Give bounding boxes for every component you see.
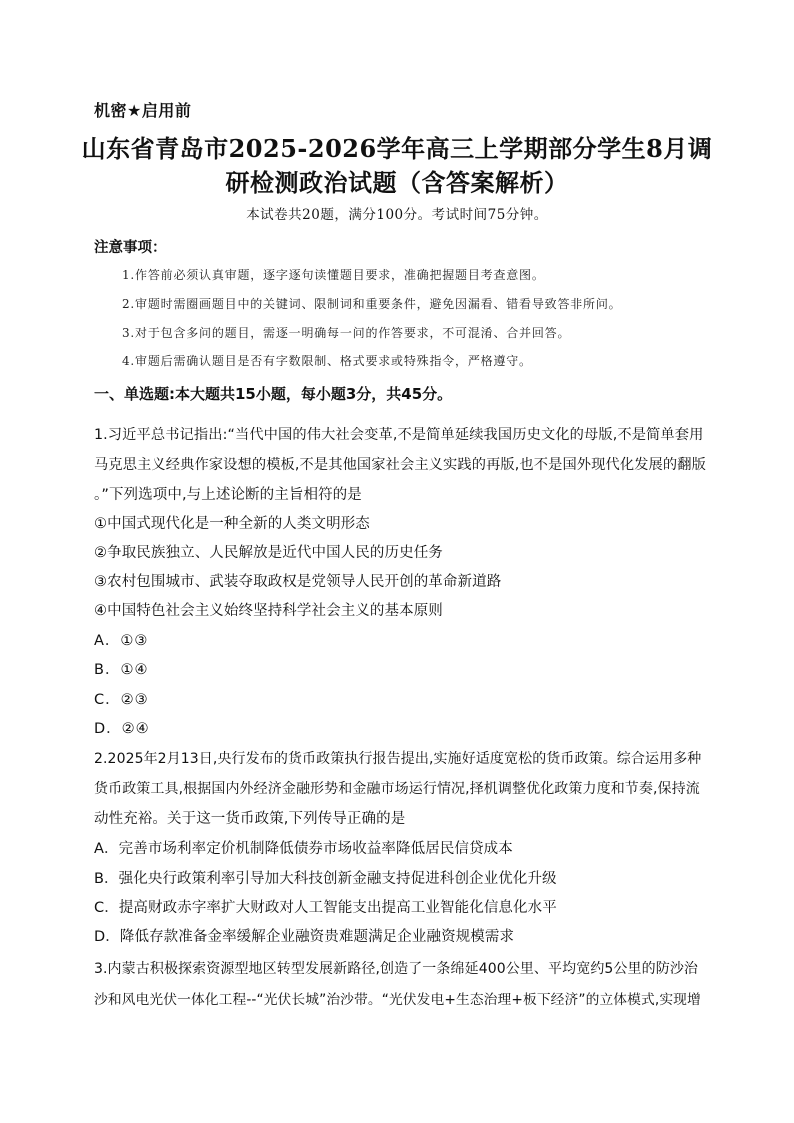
question-1-option-b: B．①④ [94, 662, 149, 678]
notice-heading: 注意事项： [94, 240, 167, 256]
notice-item: 3.对于包含多问的题目，需逐一明确每一问的作答要求，不可混淆、合并回答。 [122, 326, 571, 340]
question-1-option-d: D．②④ [94, 721, 150, 737]
question-2-stem: 2.2025年2月13日,央行发布的货币政策执行报告提出,实施好适度宽松的货币政策。综合运用多种 [94, 751, 702, 767]
question-1-stem: 1.习近平总书记指出:“当代中国的伟大社会变革,不是简单延续我国历史文化的母版,不是简单套用 [94, 427, 704, 443]
exam-info: 本试卷共20题，满分100分。考试时间75分钟。 [246, 207, 548, 223]
section-heading: 一、单选题:本大题共15小题，每小题3分，共45分。 [94, 385, 453, 403]
question-3-stem: 沙和风电光伏一体化工程--“光伏长城”治沙带。“光伏发电+生态治理+板下经济”的立体模式,实现增 [94, 992, 701, 1008]
question-2-option-b: B．强化央行政策利率引导加大科技创新金融支持促进科创企业优化升级 [94, 871, 557, 887]
exam-title-line2: 研检测政治试题（含答案解析） [225, 168, 569, 197]
notice-item: 1.作答前必须认真审题，逐字逐句读懂题目要求，准确把握题目考查意图。 [122, 268, 545, 282]
question-1-statement: ②争取民族独立、人民解放是近代中国人民的历史任务 [94, 545, 443, 561]
question-1-stem: 马克思主义经典作家设想的模板,不是其他国家社会主义实践的再版,也不是国外现代化发展的翻版 [94, 457, 706, 473]
question-1-statement: ①中国式现代化是一种全新的人类文明形态 [94, 516, 370, 532]
notice-item: 2.审题时需圈画题目中的关键词、限制词和重要条件，避免因漏看、错看导致答非所问。 [122, 297, 622, 311]
question-1-statement: ④中国特色社会主义始终坚持科学社会主义的基本原则 [94, 603, 443, 619]
question-1-stem: 。”下列选项中,与上述论断的主旨相符的是 [94, 487, 362, 503]
question-1-statement: ③农村包围城市、武装夺取政权是党领导人民开创的革命新道路 [94, 574, 502, 590]
confidential-label: 机密★启用前 [94, 101, 192, 120]
question-1-option-a: A．①③ [94, 633, 149, 649]
question-2-option-d: D．降低存款准备金率缓解企业融资贵难题满足企业融资规模需求 [94, 929, 515, 945]
question-2-option-c: C．提高财政赤字率扩大财政对人工智能支出提高工业智能化信息化水平 [94, 900, 557, 916]
exam-title-line1: 山东省青岛市2025-2026学年高三上学期部分学生8月调 [81, 134, 713, 163]
question-1-option-c: C．②③ [94, 692, 149, 708]
notice-item: 4.审题后需确认题目是否有字数限制、格式要求或特殊指令，严格遵守。 [122, 354, 532, 368]
question-3-stem: 3.内蒙古积极探索资源型地区转型发展新路径,创造了一条绵延400公里、平均宽约5公里的防沙治 [94, 961, 699, 977]
question-2-stem: 动性充裕。关于这一货币政策,下列传导正确的是 [94, 811, 406, 827]
question-2-option-a: A．完善市场利率定价机制降低债券市场收益率降低居民信贷成本 [94, 841, 513, 857]
question-2-stem: 货币政策工具,根据国内外经济金融形势和金融市场运行情况,择机调整优化政策力度和节奏,保持流 [94, 781, 700, 797]
